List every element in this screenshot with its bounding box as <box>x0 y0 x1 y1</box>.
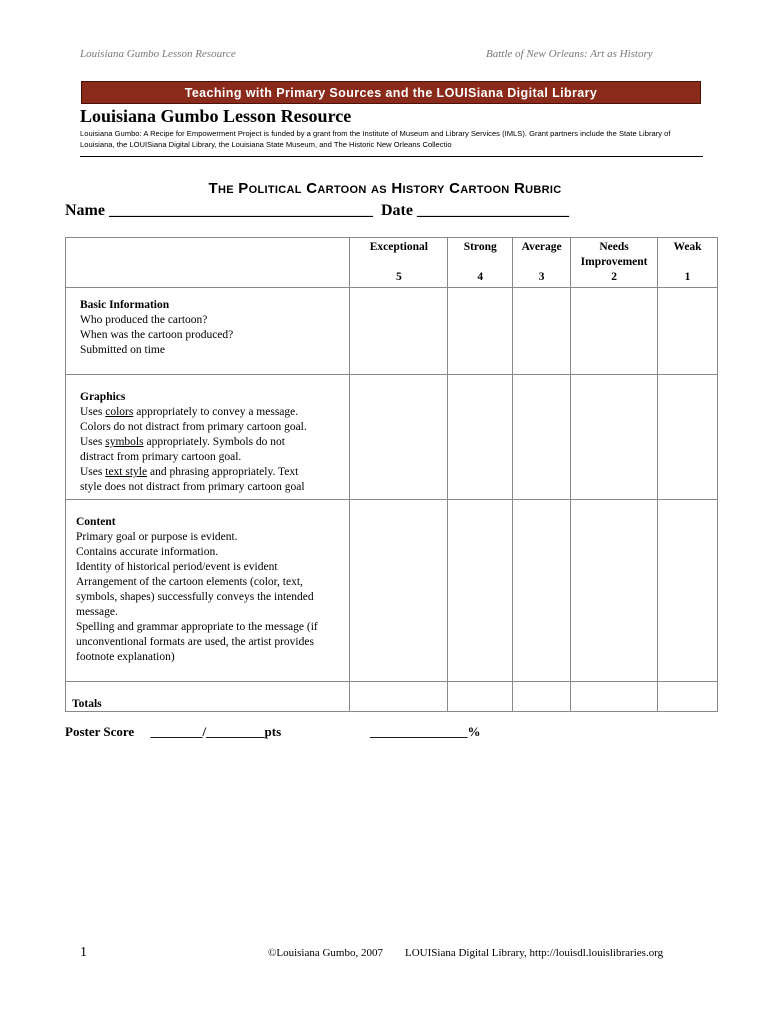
criterion-content <box>66 500 350 682</box>
criterion-line: Submitted on time <box>80 344 165 356</box>
table-row <box>66 375 718 500</box>
score-cell[interactable] <box>350 288 448 375</box>
rubric-table <box>65 237 718 712</box>
criterion-graphics <box>66 375 350 500</box>
total-cell[interactable] <box>658 682 718 712</box>
criterion-line: Uses text style and phrasing appropriately. Text <box>80 466 299 478</box>
col-average <box>513 238 571 288</box>
col-label: Exceptional <box>369 241 428 253</box>
criterion-heading: Graphics <box>80 391 126 403</box>
criterion-line: Contains accurate information. <box>76 546 219 558</box>
page-number: 1 <box>80 945 87 960</box>
total-cell[interactable] <box>571 682 658 712</box>
col-score: 1 <box>684 271 691 283</box>
score-cell[interactable] <box>448 500 513 682</box>
criterion-line: message. <box>76 606 118 618</box>
criterion-line: unconventional formats are used, the artist provides <box>76 636 314 648</box>
banner-text: Teaching with Primary Sources and the LOUISiana Digital Library <box>184 86 598 100</box>
table-row <box>66 288 718 375</box>
criterion-line: distract from primary cartoon goal. <box>80 451 242 463</box>
criterion-line: Uses colors appropriately to convey a message. <box>80 406 299 418</box>
criterion-line: Uses symbols appropriately. Symbols do not <box>80 436 285 448</box>
criterion-line: Identity of historical period/event is evident <box>76 561 278 573</box>
total-cell[interactable] <box>513 682 571 712</box>
criterion-line: symbols, shapes) successfully conveys the intended <box>76 591 314 603</box>
poster-score: Poster Score ________/_________pts <box>65 724 282 739</box>
table-header-row <box>66 238 718 288</box>
criterion-line: Who produced the cartoon? <box>80 314 208 326</box>
criterion-heading: Basic Information <box>80 299 170 311</box>
header-right: Battle of New Orleans: Art as History <box>486 48 653 60</box>
criterion-line: Primary goal or purpose is evident. <box>76 531 238 543</box>
criterion-heading: Content <box>76 516 116 528</box>
col-needs-improvement <box>571 238 658 288</box>
criterion-line: Colors do not distract from primary cartoon goal. <box>80 421 307 433</box>
percent-line: _______________% <box>370 724 481 739</box>
col-label: Needs <box>599 241 629 253</box>
score-cell[interactable] <box>658 500 718 682</box>
score-cell[interactable] <box>350 375 448 500</box>
col-label: Strong <box>463 241 497 253</box>
score-cell[interactable] <box>658 375 718 500</box>
banner <box>81 81 701 104</box>
totals-label: Totals <box>66 682 350 712</box>
table-row <box>66 500 718 682</box>
score-cell[interactable] <box>571 288 658 375</box>
criterion-line: footnote explanation) <box>76 651 175 663</box>
col-exceptional <box>350 238 448 288</box>
name-date-line: Name _________________________________ Date ___________________ <box>65 202 569 219</box>
score-cell[interactable] <box>448 288 513 375</box>
col-strong <box>448 238 513 288</box>
header-blank-cell <box>66 238 350 288</box>
criterion-line: style does not distract from primary cartoon goal <box>80 481 305 493</box>
col-score: 5 <box>395 271 402 283</box>
header-divider <box>80 156 703 157</box>
col-weak <box>658 238 718 288</box>
footer-library-link[interactable]: LOUISiana Digital Library, http://louisdl.louislibraries.org <box>405 947 664 959</box>
col-label: Weak <box>673 241 702 253</box>
criterion-basic <box>66 288 350 375</box>
footer-copyright: ©Louisiana Gumbo, 2007 <box>268 947 383 959</box>
totals-row <box>66 682 718 712</box>
score-cell[interactable] <box>513 375 571 500</box>
lesson-title: Louisiana Gumbo Lesson Resource <box>80 106 352 126</box>
col-score: 3 <box>538 271 545 283</box>
score-cell[interactable] <box>448 375 513 500</box>
criterion-line: Spelling and grammar appropriate to the message (if <box>76 621 318 633</box>
col-score: 4 <box>477 271 484 283</box>
score-cell[interactable] <box>658 288 718 375</box>
score-cell[interactable] <box>350 500 448 682</box>
col-label-line2: Improvement <box>580 256 648 268</box>
score-cell[interactable] <box>513 288 571 375</box>
score-cell[interactable] <box>513 500 571 682</box>
total-cell[interactable] <box>448 682 513 712</box>
score-cell[interactable] <box>571 375 658 500</box>
funding-text: Louisiana Gumbo: A Recipe for Empowerment Project is funded by a grant from the Institute of Museum and Library Services (IMLS). Grant partners include the State Library of Louisiana, the LOUISiana Digital Library, the Louisiana State Museum, and The Historic New Orleans Collectio <box>80 129 671 149</box>
total-cell[interactable] <box>350 682 448 712</box>
rubric-title: The Political Cartoon as History Cartoon Rubric <box>208 180 562 197</box>
criterion-line: When was the cartoon produced? <box>80 329 234 341</box>
score-cell[interactable] <box>571 500 658 682</box>
criterion-line: Arrangement of the cartoon elements (color, text, <box>76 576 303 588</box>
col-score: 2 <box>611 271 617 283</box>
col-label: Average <box>521 241 562 253</box>
header-left: Louisiana Gumbo Lesson Resource <box>80 48 236 60</box>
